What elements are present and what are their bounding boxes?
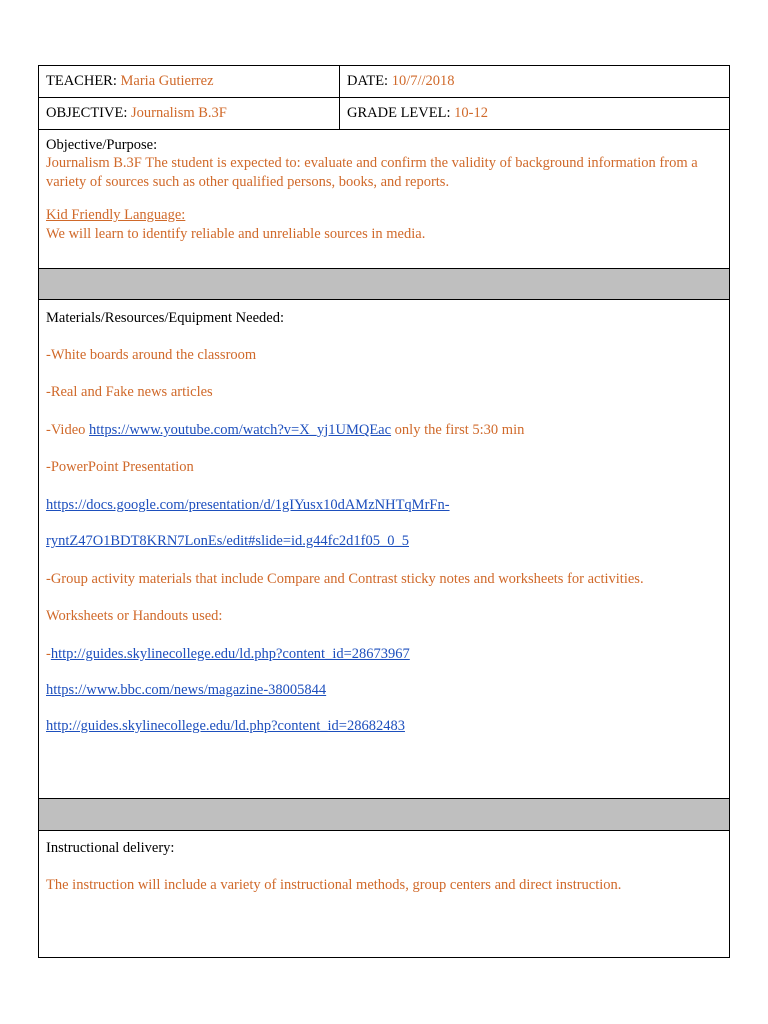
objective-value: Journalism B.3F <box>130 105 227 121</box>
material-powerpoint: -PowerPoint Presentation <box>46 459 194 475</box>
row-instruction <box>39 831 729 957</box>
date-value: 10/7//2018 <box>391 73 455 89</box>
worksheets-heading: Worksheets or Handouts used: <box>46 608 223 624</box>
purpose-heading: Objective/Purpose: <box>46 137 158 153</box>
worksheet-link-3[interactable]: http://guides.skylinecollege.edu/ld.php?content_id=28682483 <box>46 718 405 734</box>
row-teacher-date <box>39 66 729 98</box>
powerpoint-link-part-1[interactable]: https://docs.google.com/presentation/d/1gIYusx10dAMzNHTqMrFn- <box>46 497 450 513</box>
objective-cell <box>39 98 340 129</box>
material-news-articles: -Real and Fake news articles <box>46 384 213 400</box>
worksheet-link-2-line <box>46 682 326 699</box>
row-materials <box>39 300 729 799</box>
video-prefix: -Video <box>46 422 90 438</box>
worksheet-link-3-line <box>46 718 405 735</box>
worksheet-link-1-line <box>46 646 410 663</box>
purpose-line-1: Journalism B.3F The student is expected to: evaluate and confirm the validity of background information from a <box>46 155 698 171</box>
teacher-label: TEACHER: <box>46 73 117 89</box>
powerpoint-link-part-2[interactable]: ryntZ47O1BDT8KRN7LonEs/edit#slide=id.g44fc2d1f05_0_5 <box>46 533 409 549</box>
powerpoint-link-line-1 <box>46 497 450 514</box>
teacher-value: Maria Gutierrez <box>120 73 214 89</box>
worksheet-link-2[interactable]: https://www.bbc.com/news/magazine-38005844 <box>46 682 327 698</box>
gray-divider-band-2 <box>39 799 729 831</box>
video-suffix: only the first 5:30 min <box>391 422 525 438</box>
grade-value: 10-12 <box>454 105 488 121</box>
kid-friendly-heading: Kid Friendly Language: <box>46 207 186 223</box>
video-link[interactable]: https://www.youtube.com/watch?v=X_yj1UMQEac <box>89 422 392 438</box>
objective-label: OBJECTIVE: <box>46 105 128 121</box>
powerpoint-link-line-2 <box>46 533 409 550</box>
worksheet-prefix: - <box>46 646 51 662</box>
material-whiteboards: -White boards around the classroom <box>46 347 257 363</box>
date-cell <box>340 66 729 97</box>
grade-cell <box>340 98 729 129</box>
materials-heading: Materials/Resources/Equipment Needed: <box>46 310 284 326</box>
row-purpose <box>39 130 729 269</box>
date-label: DATE: <box>347 73 389 89</box>
row-objective-grade <box>39 98 729 130</box>
grade-label: GRADE LEVEL: <box>347 105 451 121</box>
lesson-plan-table <box>38 65 730 958</box>
teacher-cell <box>39 66 340 97</box>
instruction-heading: Instructional delivery: <box>46 840 175 856</box>
worksheet-link-1[interactable]: http://guides.skylinecollege.edu/ld.php?content_id=28673967 <box>50 646 410 662</box>
instruction-text: The instruction will include a variety of instructional methods, group centers and direct instruction. <box>46 877 622 893</box>
material-video <box>46 422 524 439</box>
material-group-activity: -Group activity materials that include Compare and Contrast sticky notes and worksheets for activities. <box>46 571 644 587</box>
purpose-line-2: variety of sources such as other qualified persons, books, and reports. <box>46 174 450 190</box>
kid-friendly-text: We will learn to identify reliable and unreliable sources in media. <box>46 226 426 242</box>
gray-divider-band <box>39 269 729 300</box>
